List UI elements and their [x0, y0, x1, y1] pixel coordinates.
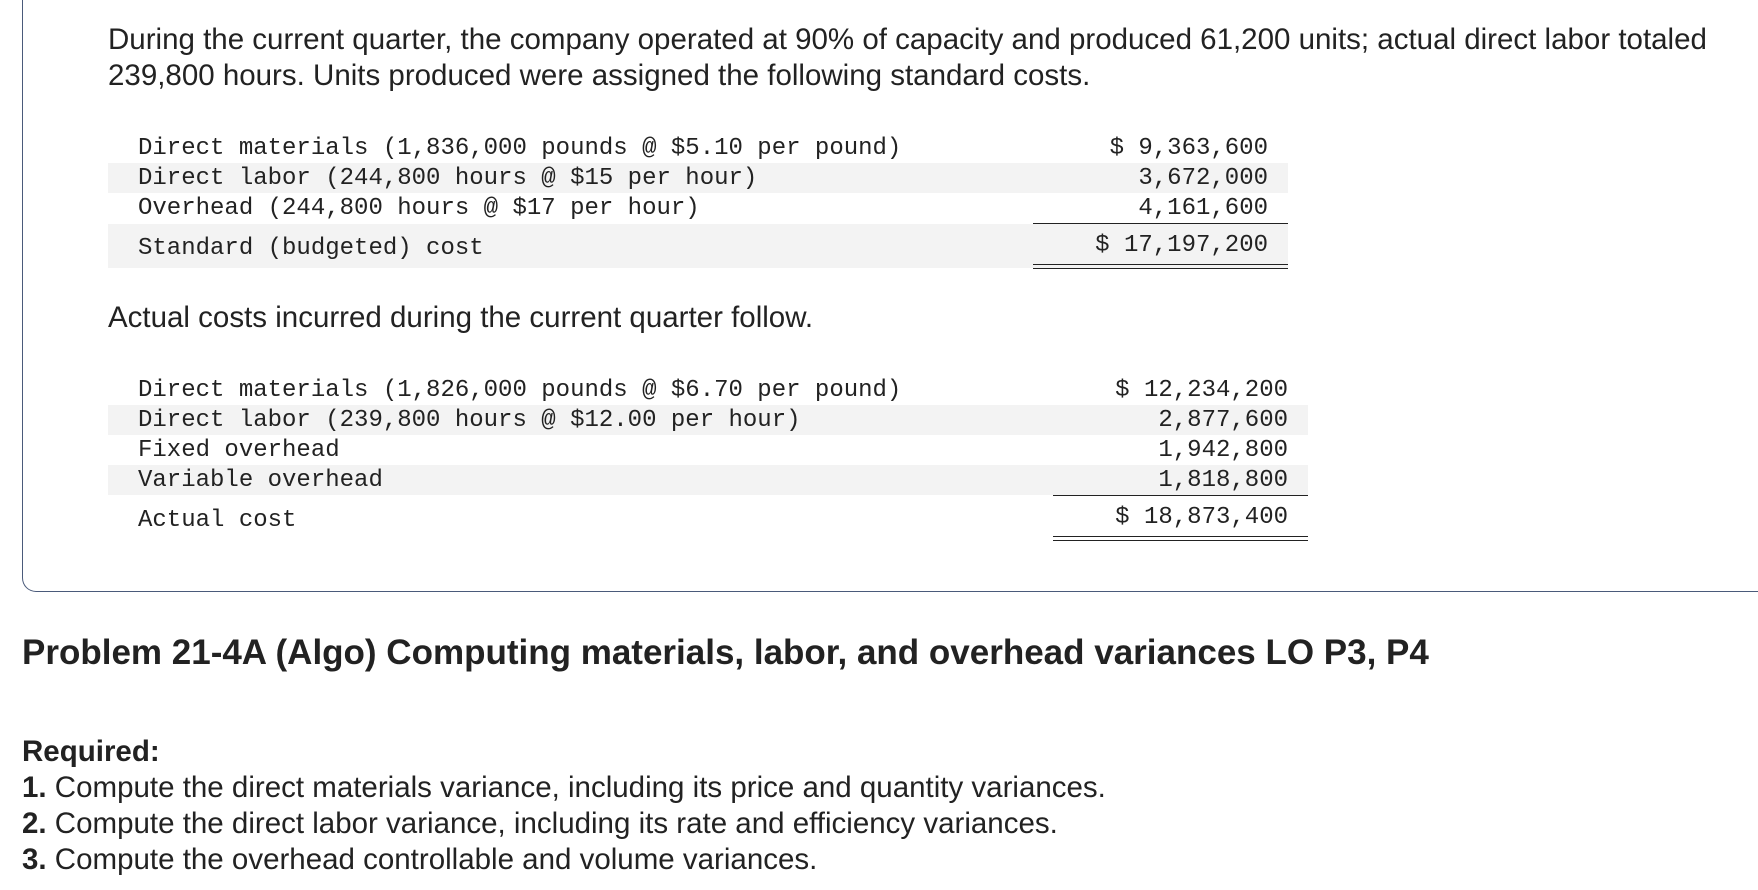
row-amount: 1,942,800 — [1158, 437, 1288, 464]
row-label: Direct materials (1,836,000 pounds @ $5.10 per pound) — [138, 135, 902, 162]
required-section — [22, 734, 1106, 878]
row-amount: 2,877,600 — [1158, 407, 1288, 434]
row-amount: $ 9,363,600 — [1109, 135, 1268, 162]
total-label: Actual cost — [138, 507, 297, 534]
item-number: 1. — [22, 771, 47, 804]
item-text: Compute the direct materials variance, including its price and quantity variances. — [46, 771, 1106, 804]
intro-paragraph: During the current quarter, the company operated at 90% of capacity and produced 61,200 units; actual direct labor totaled 239,800 hours. Units produced were assigned the following standard costs. — [108, 23, 1707, 92]
standard-cost-table — [108, 133, 1288, 268]
row-amount: 1,818,800 — [1158, 467, 1288, 494]
item-number: 2. — [22, 807, 47, 840]
table-row — [108, 193, 1288, 223]
table-row — [108, 133, 1288, 163]
required-item — [22, 770, 1106, 806]
item-number: 3. — [22, 843, 47, 876]
total-double-rule — [1053, 536, 1308, 541]
row-label: Overhead (244,800 hours @ $17 per hour) — [138, 195, 700, 222]
row-amount: 3,672,000 — [1138, 165, 1268, 192]
actual-cost-table — [108, 375, 1308, 545]
table-row — [108, 465, 1308, 495]
row-label: Direct labor (239,800 hours @ $12.00 per hour) — [138, 407, 801, 434]
table-row — [108, 405, 1308, 435]
required-item — [22, 806, 1106, 842]
total-amount: $ 18,873,400 — [1115, 504, 1288, 531]
table-row — [108, 435, 1308, 465]
total-row — [108, 224, 1288, 268]
row-amount: 4,161,600 — [1138, 195, 1268, 222]
total-double-rule — [1033, 264, 1288, 269]
table-row — [108, 163, 1288, 193]
row-label: Variable overhead — [138, 467, 383, 494]
required-heading: Required: — [22, 735, 160, 768]
required-item — [22, 842, 1106, 878]
total-row — [108, 496, 1308, 540]
item-text: Compute the direct labor variance, including its rate and efficiency variances. — [46, 807, 1058, 840]
row-label: Direct labor (244,800 hours @ $15 per hour) — [138, 165, 758, 192]
problem-title: Problem 21-4A (Algo) Computing materials, labor, and overhead variances LO P3, P4 — [22, 633, 1429, 672]
total-label: Standard (budgeted) cost — [138, 235, 484, 262]
row-amount: $ 12,234,200 — [1115, 377, 1288, 404]
item-text: Compute the overhead controllable and volume variances. — [46, 843, 818, 876]
total-amount: $ 17,197,200 — [1095, 232, 1268, 259]
row-label: Direct materials (1,826,000 pounds @ $6.70 per pound) — [138, 377, 902, 404]
table-row — [108, 375, 1308, 405]
actual-costs-intro: Actual costs incurred during the current quarter follow. — [108, 301, 814, 334]
row-label: Fixed overhead — [138, 437, 340, 464]
